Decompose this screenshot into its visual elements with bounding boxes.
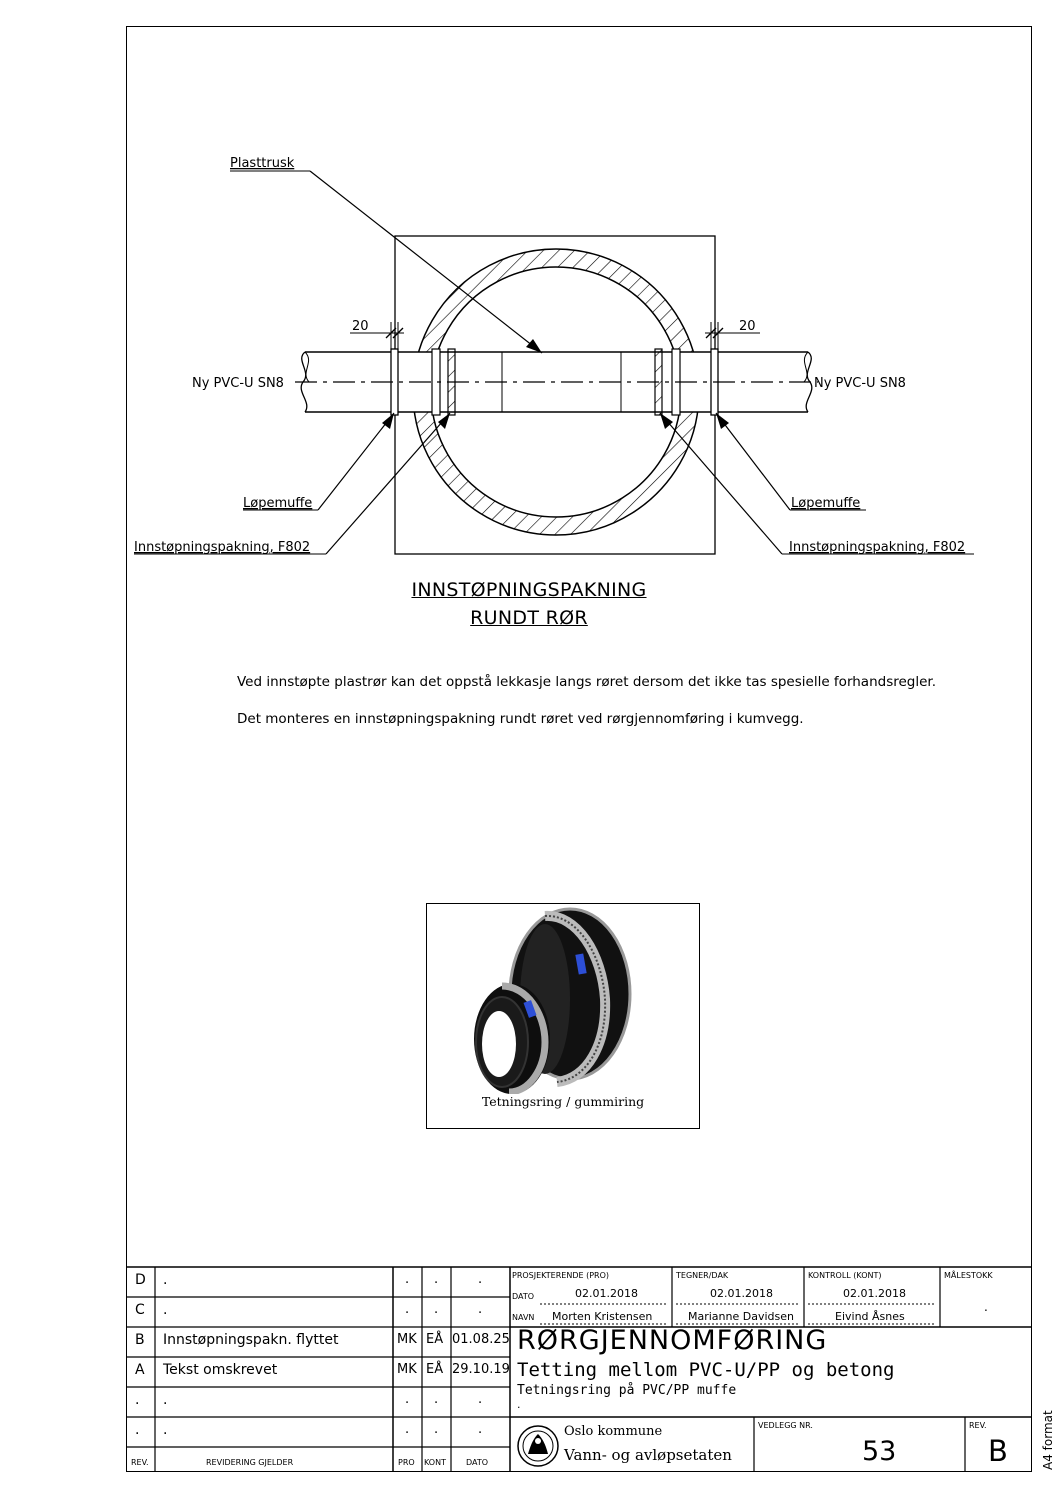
- rev-dato: 29.10.19: [452, 1362, 510, 1377]
- label-pipe-right: Ny PVC-U SN8: [814, 376, 906, 391]
- label-plasttrusk: Plasttrusk: [230, 156, 295, 171]
- prosjekterende-label: PROSJEKTERENDE (PRO): [512, 1271, 610, 1280]
- rev-pro: .: [405, 1422, 410, 1437]
- drawing-subtitle-2: Tetningsring på PVC/PP muffe: [517, 1383, 737, 1398]
- rev-code: B: [135, 1332, 145, 1348]
- rev-kont: .: [434, 1422, 439, 1437]
- navn-label: NAVN: [512, 1313, 535, 1322]
- dato-tegner: 02.01.2018: [710, 1287, 773, 1300]
- paragraph-1: Ved innstøpte plastrør kan det oppstå lekkasje langs røret dersom det ikke tas spesielle forhandsregler.: [237, 674, 937, 690]
- svg-text:A4 format: A4 format: [1041, 1410, 1055, 1470]
- oslo-seal-icon: [518, 1426, 558, 1466]
- org-name-2: Vann- og avløpsetaten: [564, 1446, 732, 1464]
- navn-tegner: Marianne Davidsen: [688, 1310, 794, 1323]
- rev-pro: .: [405, 1272, 410, 1287]
- drawing-extra: .: [517, 1398, 521, 1411]
- paragraph-2: Det monteres en innstøpningspakning rundt røret ved rørgjennomføring i kumvegg.: [237, 711, 804, 727]
- dato-kontroll: 02.01.2018: [843, 1287, 906, 1300]
- rev-kont: EÅ: [426, 1362, 444, 1377]
- drawing-subtitle: Tetting mellom PVC-U/PP og betong: [517, 1359, 895, 1381]
- rev-code: A: [135, 1362, 145, 1378]
- dato-label: DATO: [512, 1292, 535, 1301]
- rev-description: .: [163, 1392, 168, 1408]
- rev-dato: .: [478, 1422, 483, 1437]
- rev-kont: EÅ: [426, 1332, 444, 1347]
- malestokk-label: MÅLESTOKK: [944, 1271, 993, 1280]
- rev-dato: 01.08.25: [452, 1332, 510, 1347]
- rev-pro: MK: [397, 1362, 417, 1377]
- rev-pro: MK: [397, 1332, 417, 1347]
- label-pakning-right: Innstøpningspakning, F802: [789, 540, 966, 555]
- rev-code: C: [135, 1302, 145, 1318]
- rev-description: .: [163, 1422, 168, 1438]
- rev-code: .: [135, 1422, 140, 1438]
- header-pro: PRO: [398, 1458, 415, 1467]
- rev-description: .: [163, 1302, 168, 1318]
- rev-dato: .: [478, 1302, 483, 1317]
- rev-label: REV.: [969, 1421, 987, 1430]
- rev-description: Innstøpningspakn. flyttet: [163, 1332, 339, 1348]
- tegner-label: TEGNER/DAK: [676, 1271, 729, 1280]
- rev-description: Tekst omskrevet: [163, 1362, 278, 1378]
- vedlegg-label: VEDLEGG NR.: [758, 1421, 813, 1430]
- caption-line-2: RUNDT RØR: [470, 607, 588, 629]
- header-kont: KONT: [424, 1458, 446, 1467]
- format-label: [1033, 1380, 1058, 1472]
- dim-right-label: 20: [739, 319, 756, 334]
- malestokk-value: .: [984, 1300, 988, 1314]
- dato-pro: 02.01.2018: [575, 1287, 638, 1300]
- navn-kontroll: Eivind Åsnes: [835, 1310, 905, 1323]
- org-name-1: Oslo kommune: [564, 1424, 663, 1439]
- label-pakning-left: Innstøpningspakning, F802: [134, 540, 311, 555]
- label-lopemuffe-right: Løpemuffe: [791, 496, 861, 511]
- vedlegg-value: 53: [862, 1436, 897, 1467]
- header-dato: DATO: [466, 1458, 489, 1467]
- label-pipe-left: Ny PVC-U SN8: [192, 376, 284, 391]
- drawing-title: RØRGJENNOMFØRING: [517, 1325, 828, 1356]
- rev-code: .: [135, 1392, 140, 1408]
- rev-kont: .: [434, 1272, 439, 1287]
- rev-pro: .: [405, 1302, 410, 1317]
- rev-kont: .: [434, 1392, 439, 1407]
- dim-left-label: 20: [352, 319, 369, 334]
- kontroll-label: KONTROLL (KONT): [808, 1271, 882, 1280]
- rev-dato: .: [478, 1392, 483, 1407]
- header-revidering: REVIDERING GJELDER: [206, 1458, 294, 1467]
- caption-line-1: INNSTØPNINGSPAKNING: [411, 579, 647, 601]
- rev-dato: .: [478, 1272, 483, 1287]
- rev-code: D: [135, 1272, 146, 1288]
- rev-pro: .: [405, 1392, 410, 1407]
- header-rev: REV.: [131, 1458, 149, 1467]
- rev-value: B: [988, 1434, 1008, 1468]
- navn-pro: Morten Kristensen: [552, 1310, 653, 1323]
- photo-caption: Tetningsring / gummiring: [481, 1094, 645, 1109]
- rev-description: .: [163, 1272, 168, 1288]
- rev-kont: .: [434, 1302, 439, 1317]
- label-lopemuffe-left: Løpemuffe: [243, 496, 313, 511]
